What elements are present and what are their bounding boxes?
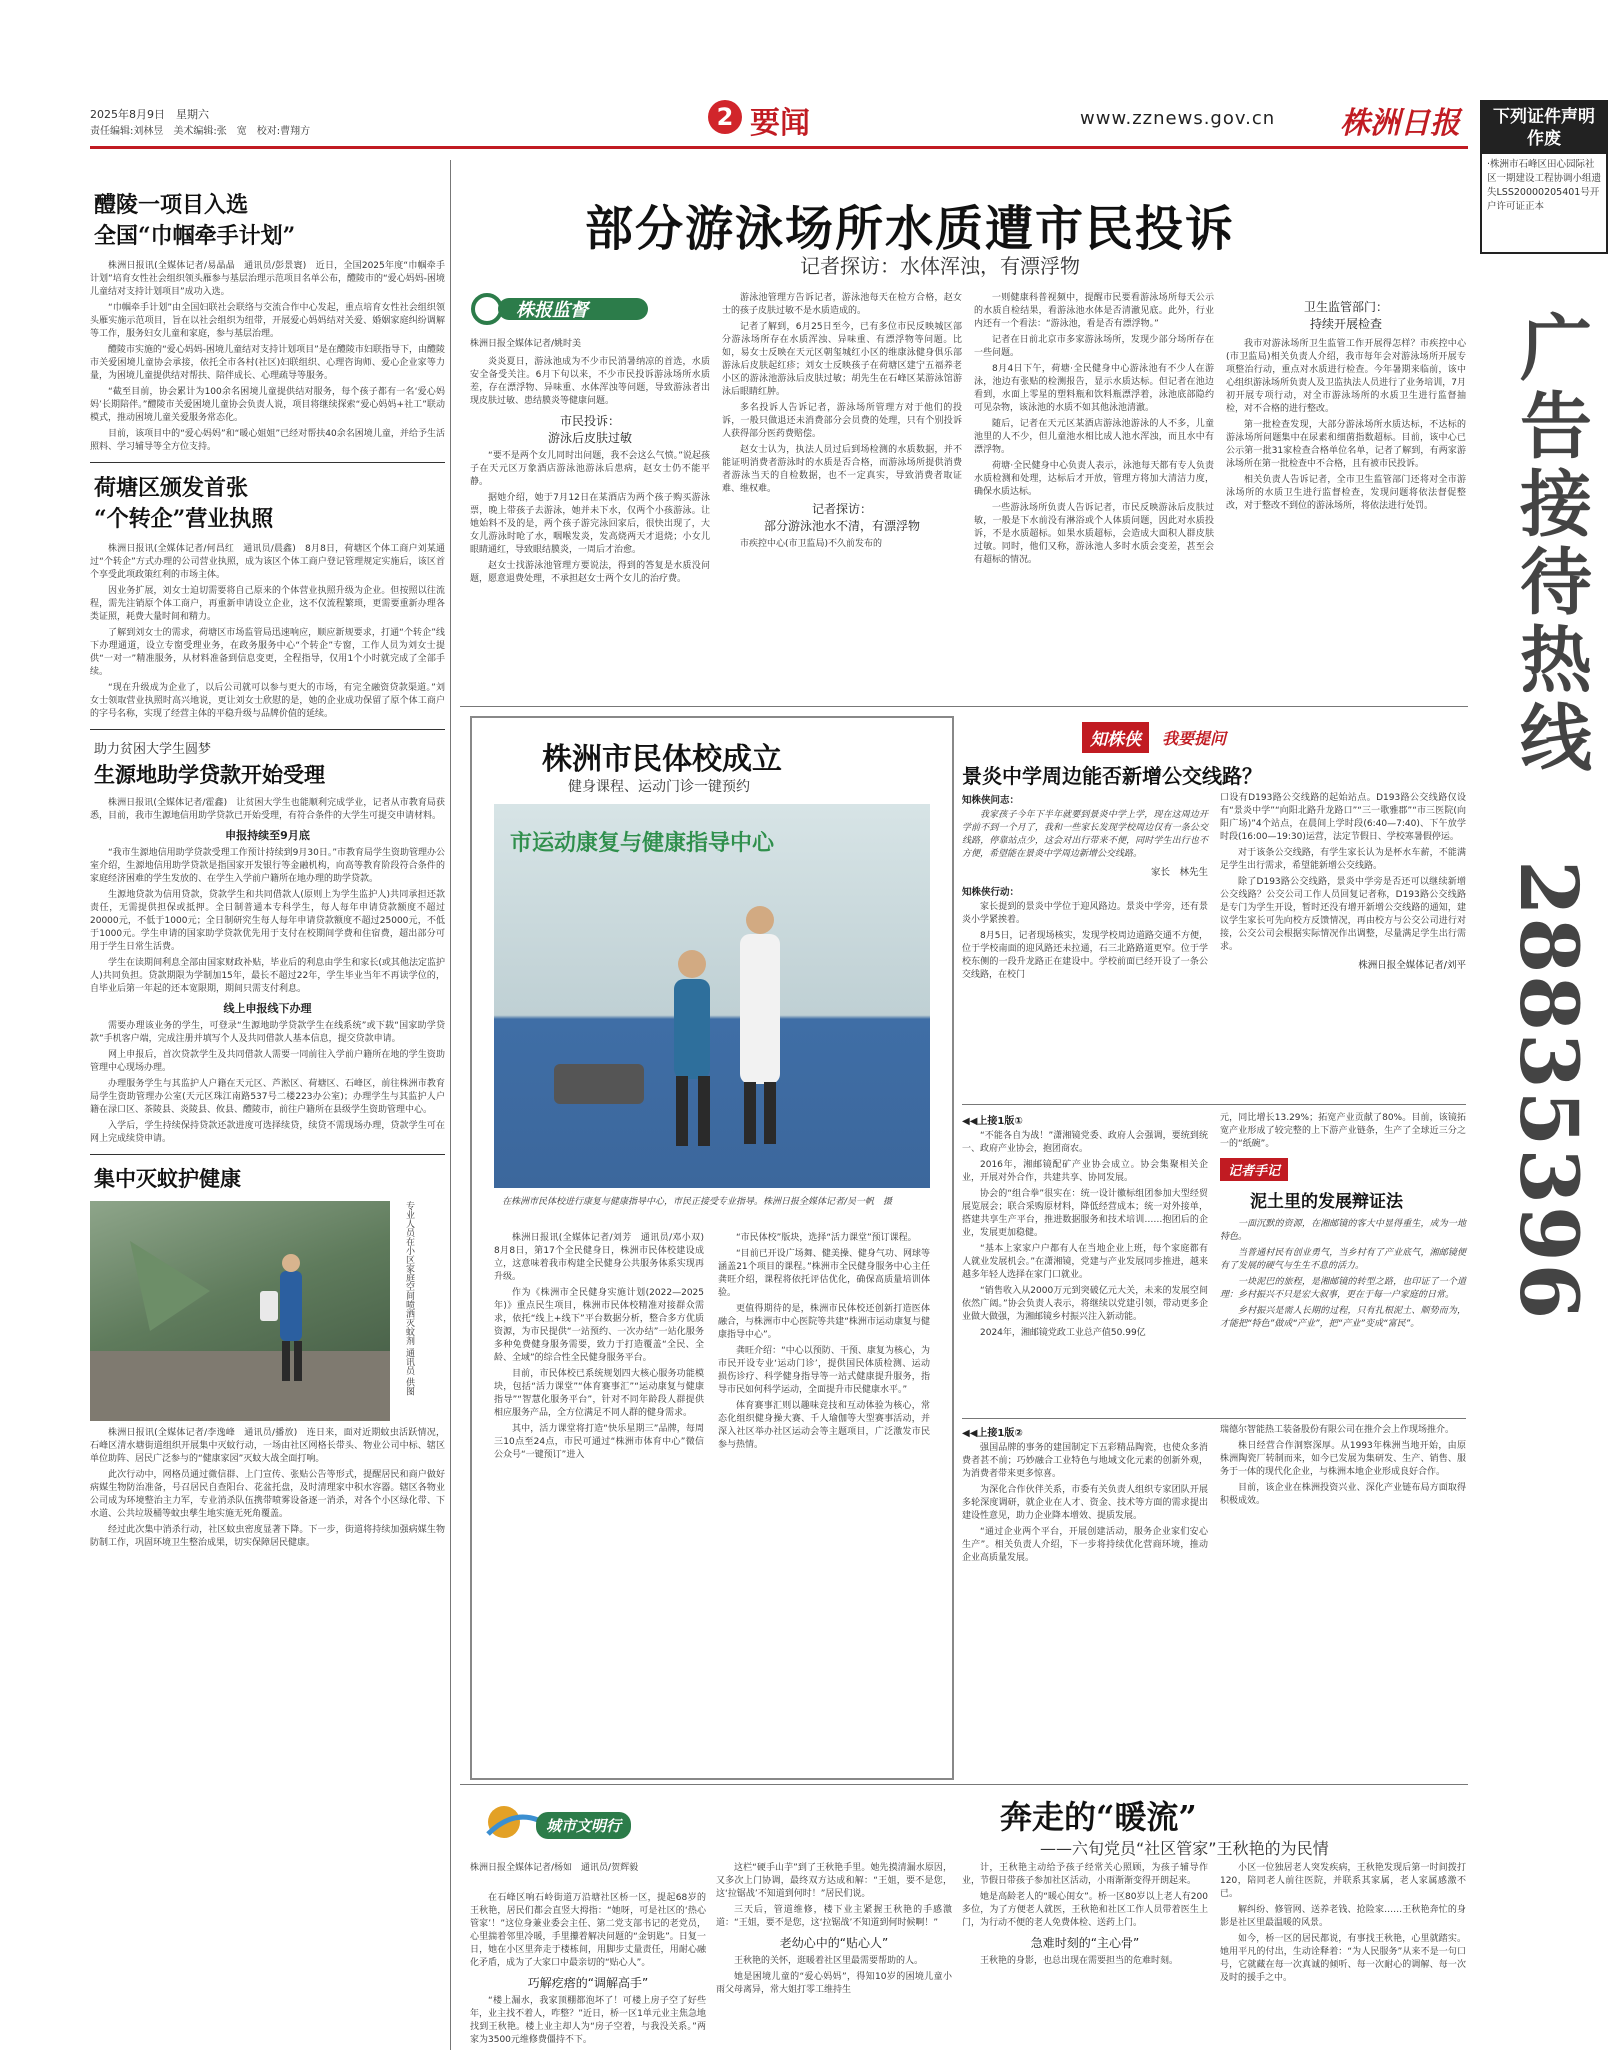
brand-title: 株报监督	[516, 300, 588, 321]
main-byline: 株洲日报全媒体记者/姚时美	[470, 339, 582, 349]
article-hetang-title-2: “个转企”营业执照	[94, 506, 274, 532]
suggest-brand-logo: 知株侠	[1082, 722, 1149, 753]
notice-title: 下列证件声明作废	[1482, 102, 1606, 154]
left-column	[90, 160, 445, 2060]
subheading: 老幼心中的“贴心人”	[779, 1936, 889, 1950]
article-student-loan	[90, 738, 445, 1146]
paragraph: 她是高龄老人的“暖心闺女”。桥一区80岁以上老人有200多位，为了方便老人就医，王秋艳和社区工作人员带着医生上门，为行动不便的老人免费体检、送药上门。	[962, 1892, 1208, 1928]
paragraph: 这栏“硬手山芋”到了王秋艳手里。她先摸清漏水原因，又多次上门协调，最终双方达成和解：“王姐，要不是您，这‘拉锯战’不知道到何时！”居民们说。	[716, 1863, 952, 1899]
main-col-3	[974, 292, 1214, 696]
civil-brand-graphic	[482, 1800, 542, 1846]
sports-photo	[494, 804, 930, 1188]
editors-line: 责任编辑:刘林昱 美术编辑:张 宽 校对:曹翔方	[90, 126, 311, 137]
paragraph: 作为《株洲市全民健身实施计划(2022—2025年)》重点民生项目，株洲市民体校精准对接群众需求，依托“线上+线下”平台数据分析，整合多方优质资源，为市民提供“一站预约、一次办结”一站化服务多种免费健身服务需要，致力于打造覆盖“全民、全龄、全域”的综合性全民健身服务平台。	[494, 1288, 704, 1363]
paragraph: 市疾控中心(市卫监局)不久前发布的	[740, 539, 883, 549]
paragraph: “要不是两个女儿同时出问题，我不会这么气愤。”说起孩子在天元区万象酒店游泳池游泳后患病，赵女士仍不能平静。	[470, 451, 710, 487]
paragraph: 协会的“组合拳”很实在：统一设计徽标组团参加大型经贸展览展会；联合采购原材料，降低经营成本；统一对外接单，搭建共享生产平台，推进数据服务和技术培训……抱团后的企业，发展更加稳健。	[962, 1189, 1208, 1238]
suggest-a-label: 知株侠行动：	[962, 887, 1020, 898]
paragraph: 一面沉默的资源，在湘邮镜的客大中显得重生，成为一地特色。	[1220, 1219, 1466, 1242]
paragraph: 荷塘·全民健身中心负责人表示，泳池每天都有专人负责水质检测和处理，达标后才开放，管理方将加大清洁力度，确保水质达标。	[974, 461, 1214, 497]
suggest-title: 景炎中学周边能否新增公交线路？	[962, 764, 1262, 788]
paragraph: 三天后，管道维修，楼下业主紧握王秋艳的手感激道：“王姐，要不是您，这‘拉锯战’不知道到何时候啊！”	[716, 1905, 952, 1928]
page-section: 要闻	[750, 106, 810, 141]
brand-banner	[470, 292, 680, 326]
subheading: 急难时刻的“主心骨”	[1030, 1936, 1140, 1950]
paper-logo: 株洲日报	[1340, 106, 1460, 141]
article-liling	[90, 188, 445, 454]
paragraph: 记者了解到，6月25日至今，已有多位市民反映城区部分游泳场所存在水质浑浊、异味重、有漂浮物等问题。比如，易女士反映在天元区朝玺城红小区的维康泳健身俱乐部游泳后皮肤起红疹；刘女士反映孩子在荷塘区建宁五福养老小区的游泳池游泳后皮肤过敏；胡先生在石峰区某游泳馆游泳后眼睛红肿。	[722, 322, 962, 397]
ad-hotline-number: 28835396	[1502, 860, 1596, 1322]
main-col-4	[1226, 292, 1466, 696]
civil-col-3	[962, 1862, 1208, 2052]
paragraph: “基本上家家户户都有人在当地企业上班，每个家庭都有人就业发展机会。”在潇湘镜，党建与产业发展同步推进，越来越多年轻人选择在家门口就业。	[962, 1244, 1208, 1280]
notes-title: 泥土里的发展辩证法	[1250, 1192, 1403, 1212]
article-hetang-title: 荷塘区颁发首张	[94, 475, 249, 501]
paragraph: 据她介绍，她于7月12日在某酒店为两个孩子购买游泳票，晚上带孩子去游泳，她并未下水，仅两个小孩游泳。让她始料不及的是，两个孩子游完泳回家后，很快出现了，大女儿游泳时呛了水，咽喉发炎，发高烧两天才退烧；小女儿眼睛通红，导致眼结膜炎，一周后才治愈。	[470, 493, 710, 555]
page-number: 2	[708, 100, 742, 134]
divider	[460, 1784, 1468, 1785]
subheading: 申报持续至9月底	[225, 829, 310, 842]
civil-col-2	[716, 1862, 952, 2052]
paragraph: 小区一位独居老人突发疾病，王秋艳发现后第一时间拨打120，陪同老人前往医院，并联系其家属，老人家属感激不已。	[1220, 1863, 1466, 1899]
paragraph: 相关负责人告诉记者，全市卫生监管部门还将对全市游泳场所的水质卫生进行监督检查，发现问题将依法督促整改，对于整改不到位的游泳场所，将依法进行处罚。	[1226, 475, 1466, 511]
civil-brand-title: 城市文明行	[536, 1812, 631, 1839]
paragraph: 株洲日报讯(全媒体记者/李逸峰 通讯员/播放) 连日来，面对近期蚊虫活跃情况，石峰区清水塘街道组织开展集中灭蚊行动，一场由社区网格长带头、物业公司中标、辖区单位助阵、居民广泛参与的“健康家园”灭蚊大战全面打响。	[90, 1428, 445, 1464]
paragraph: 解纠纷、修管网、送养老钱、抢险家……王秋艳奔忙的身影是社区里最温暖的风景。	[1220, 1905, 1466, 1928]
paragraph: 如今，桥一区的居民都说，有事找王秋艳，心里就踏实。她用平凡的付出，生动诠释着：“为人民服务”从来不是一句口号，它就藏在每一次真诚的倾听、每一次耐心的调解、每一次及时的援手之中。	[1220, 1934, 1466, 1983]
article-mosquito	[90, 1163, 445, 1550]
paragraph: 赵女士认为，执法人员过后到场检测的水质数据，并不能证明消费者游泳时的水质是否合格，而游泳场所提供消费者游泳当天的自检数据，也不一定真实，导致消费者取证难、维权难。	[722, 445, 962, 494]
paragraph: 其中，活力课堂将打造“快乐星期三”品牌，每周三10点至24点，市民可通过“株洲市体育中心”微信公众号“一键预订”进入	[494, 1424, 704, 1460]
paragraph: 一块泥巴的旅程，是湘邮镜的转型之路，也印证了一个道理：乡村振兴不只是宏大叙事，更在于每一户家庭的日常。	[1220, 1277, 1466, 1300]
paragraph: 为深化合作伙伴关系，市委有关负责人组织专家团队开展多轮深度调研，就企业在人才、资金、技术等方面的需求提出建设性意见，助力企业降本增效、提质发展。	[962, 1485, 1208, 1521]
article-liling-title-2: 全国“巾帼牵手计划”	[94, 223, 296, 249]
suggest-brand-sub: 我要提问	[1162, 729, 1227, 748]
paragraph: 游泳池管理方告诉记者，游泳池每天在检方合格，赵女士的孩子皮肤过敏不是水质造成的。	[722, 293, 962, 316]
paragraph: 目前，市民体校已系统规划四大核心服务功能模块，包括“活力课堂”“体育赛事汇”“运动康复与健康指导”“智慧化服务平台”，针对不同年龄段人群提供相应服务产品，全方位满足不同人群的健身需求。	[494, 1369, 704, 1418]
civil-brand	[482, 1800, 682, 1846]
divider	[962, 1418, 1466, 1419]
photo-illustration	[90, 1201, 390, 1421]
paragraph: 瑞德尔智能热工装备股份有限公司在推介会上作现场推介。	[1220, 1425, 1455, 1435]
paragraph: 株洲日报讯(全媒体记者/何昌红 通讯员/晨鑫) 8月8日，荷塘区个体工商户刘某通过“个转企”方式办理的公司营业执照，成为该区个体工商户登记管理规定实施后，该区首个享受此项政策红利的市场主体。	[90, 544, 445, 580]
masthead	[90, 100, 1470, 142]
suggest-col-1	[962, 792, 1208, 1098]
paragraph: 2024年，湘邮镜党政工业总产值50.99亿	[980, 1328, 1146, 1338]
paragraph: 了解到刘女士的需求，荷塘区市场监管局迅速响应，顺应新规要求，打通“个转企”线下办理通道，设立专窗受理业务，在政务服务中心“个转企”专窗，工作人员为刘女士提供“一对一”精准服务，从材料准备到信息变更，全程指导，仅用1个小时就完成了全部手续。	[90, 628, 445, 677]
divider	[90, 1154, 445, 1155]
paragraph: “巾帼牵手计划”由全国妇联社会联络与交流合作中心发起，重点培育女性社会组织领头雁实施示范项目，旨在以社会组织为纽带，开展爱心妈妈结对关爱、婚姻家庭纠纷调解等工作，服务妇女儿童和家庭，参与基层治理。	[90, 303, 445, 339]
article-loan-kicker: 助力贫困大学生圆梦	[94, 742, 212, 757]
paragraph: “我市生源地信用助学贷款受理工作预计持续到9月30日。”市教育局学生资助管理办公室介绍，生源地信用助学贷款是指国家开发银行等金融机构，向高等教育阶段符合条件的家庭经济困难的学生发放的、在学生入学前户籍所在地办理的助学贷款。	[90, 848, 446, 884]
paragraph: 乡村振兴是需人长期的过程，只有扎根泥土、顺势而为，才能把“特色”做成“产业”，把“产业”变成“富民”。	[1220, 1306, 1466, 1329]
sidebar	[1470, 100, 1616, 2060]
paragraph: “不能各自为战！”潇湘镜党委、政府人会强调，要统到统一、政府产业协会，抱团商农。	[962, 1131, 1208, 1154]
suggest-col-2	[1220, 792, 1466, 1098]
subheading: 记者探访： 部分游泳池水不清，有漂浮物	[763, 502, 920, 533]
paragraph: 在石峰区响石岭街道万沿塘社区桥一区，提起68岁的王秋艳，居民们都会直竖大拇指：“她呀，可是社区的‘热心管家’！”这位身兼业委会主任、第二党支部书记的老党员，心里揣着邻里冷暖，手里攥着解决问题的“金钥匙”。日复一日，她在小区里奔走于楼栋间，用脚步丈量责任，用耐心融化矛盾，成为了大家口中最亲切的“贴心人”。	[470, 1893, 706, 1968]
paragraph: 此次行动中，网格员通过微信群、上门宣传、张贴公告等形式，提醒居民和商户做好病媒生物防治准备，号召居民自查阳台、花盆托盘，及时清理家中积水容器。辖区各物业公司成为环境整治主力军，专业消杀队伍携带喷雾设备逐一消杀，对各个小区绿化带、下水道、公共垃圾桶等蚊虫孳生地实施无死角覆盖。	[90, 1470, 445, 1519]
article-mosquito-title: 集中灭蚊护健康	[94, 1166, 241, 1191]
cont2-col-1	[962, 1424, 1208, 1640]
paragraph: 网上申报后，首次贷款学生及共同借款人需要一同前往入学前户籍所在地的学生资助管理中心现场办理。	[90, 1050, 445, 1073]
paragraph: 株洲日报讯(全媒体记者/易晶晶 通讯员/彭景寰) 近日，全国2025年度“巾帼牵手计划”培育女性社会组织领头雁参与基层治理示范项目名单公布，醴陵市的“爱心妈妈-困境儿童结对支持计划项目”成功入选。	[90, 261, 445, 297]
paragraph: “现在升级成为企业了，以后公司就可以参与更大的市场，有完全融资贷款渠道。”刘女士领取营业执照时高兴地说，更让刘女士欣慰的是，她的企业成功保留了原个体工商户的字号名称，实现了经营主体的平稳升级与品牌价值的延续。	[90, 683, 445, 719]
cont1-col-1	[962, 1112, 1208, 1412]
paragraph: 赵女士找游泳池管理方要说法，得到的答复是水质没问题，愿意退费处理，不承担赵女士两个女儿的治疗费。	[470, 561, 710, 584]
paragraph: 2016年，湘邮镜配矿产业协会成立。协会集聚相关企业，开展对外合作，共建共享、协同发展。	[962, 1160, 1208, 1183]
suggest-reporter: 株洲日报全媒体记者/刘平	[1358, 960, 1466, 971]
cont2-col-2	[1220, 1424, 1466, 1640]
article-liling-title: 醴陵一项目入选	[94, 192, 249, 218]
paragraph: 需要办理该业务的学生，可登录“生源地助学贷款学生在线系统”或下载“国家助学贷款”手机客户端，完成注册并填写个人及共同借款人基本信息，提交贷款申请。	[90, 1021, 445, 1044]
paragraph: 株洲日报讯(全媒体记者/霍鑫) 让贫困大学生也能顺利完成学业，记者从市教育局获悉，目前，我市生源地信用助学贷款已开始受理，有符合条件的大学生可提交申请材料。	[90, 798, 445, 821]
mosquito-photo	[90, 1201, 390, 1421]
sports-col-1	[494, 1232, 714, 1762]
paragraph: 体育赛事汇则以趣味竞技和互动体验为核心，常态化组织健身操大赛、千人瑜伽等大型赛事活动，并深入社区举办社区运动会等主题项目，广泛激发市民参与热情。	[718, 1401, 930, 1450]
paragraph: 元，同比增长13.29%；拓宽产业贡献了80%。目前，该镜拓宽产业形成了较完整的上下游产业链条，生产了全球近三分之一的“纸碗”。	[1220, 1113, 1466, 1149]
civil-subtitle: ——六旬党员“社区管家”王秋艳的为民情	[1040, 1839, 1329, 1858]
paragraph: 经过此次集中消杀行动，社区蚊虫密度显著下降。下一步，街道将持续加强病媒生物防制工作，巩固环境卫生整治成果，切实保障居民健康。	[90, 1525, 445, 1548]
sports-title: 株洲市民体校成立	[542, 742, 782, 777]
photo-caption: 专业人员在小区家庭空间喷洒灭蚊剂 通讯员 供图	[404, 1201, 414, 1396]
paragraph: 多名投诉人告诉记者，游泳场所管理方对于他们的投诉，一般只做退还未消费部分会员费的处理，只有个别投诉人获得部分医药费赔偿。	[722, 403, 962, 439]
notice-box	[1480, 100, 1608, 254]
cont1-col-2	[1220, 1112, 1466, 1412]
notice-text: ·株洲市石峰区田心园际社区一期建设工程协调小组遗失LSS20000205401号开户许可证正本	[1487, 159, 1602, 212]
suggest-question: 我家孩子今年下半年就要到景炎中学上学，现在这周边开学前不到一个月了，我和一些家长发现学校周边仅有一条公交线路，停靠站点少，这会对出行带来不便，同时学生出行也不方便，希望能在景炎中学周边新增公交线路。	[962, 810, 1208, 859]
photo-caption: 在株洲市民体校进行康复与健康指导中心，市民正接受专业指导。株洲日报全媒体记者/吴一帆 摄	[502, 1197, 893, 1207]
site-url[interactable]: www.zznews.gov.cn	[1080, 108, 1276, 129]
issue-date: 2025年8月9日 星期六	[90, 108, 209, 121]
column-divider	[450, 160, 451, 2050]
paragraph: 计，王秋艳主动给予孩子经常关心照顾，为孩子辅导作业，节假日带孩子参加社区活动，小雨渐渐变得开朗起来。	[962, 1863, 1208, 1886]
divider	[90, 729, 445, 730]
subheading: 线上申报线下办理	[223, 1002, 312, 1015]
paragraph: 因业务扩展，刘女士迫切需要将自己原来的个体营业执照升级为企业。但按照以往流程，需先注销原个体工商户，再重新申请设立企业，这不仅流程繁琐，更需要重新办理各类证照，耗费大量时间和精力。	[90, 586, 445, 622]
paragraph: 生源地贷款为信用贷款，贷款学生和共同借款人(原则上为学生监护人)共同承担还款责任，无需提供担保或抵押。全日制普通本专科学生，每人每年申请贷款额度不超过20000元，不低于1000元；全日制研究生每人每年申请贷款额度不超过25000元，不低于1000元。学生申请的国家助学贷款优先用于支付在校期间学费和住宿费，超出部分可用于学生日常生活费。	[90, 890, 445, 952]
paragraph: 入学后，学生持续保持贷款还款进度可选择续贷，续贷不需现场办理，贷款学生可在网上完成续贷申请。	[90, 1121, 445, 1144]
paragraph: 除了D193路公交线路，景炎中学旁是否还可以继续新增公交线路？公交公司工作人员回复记者称，D193路公交线路是专门为学生开设，暂时还没有增开新增公交线路的通知，建议学生家长可先向校方反馈情况，再由校方与公交公司进行对接，公交公司会根据实际情况作出调整，尽量满足学生出行需求。	[1220, 877, 1466, 952]
paragraph: 醴陵市实施的“爱心妈妈-困境儿童结对支持计划项目”是在醴陵市妇联指导下，由醴陵市关爱困境儿童协会承接，依托全市各村(社区)妇联组织、心理咨询师、爱心企业家等力量，为困境儿童提供结对帮扶、陪伴成长、心理疏导等服务。	[90, 345, 445, 381]
article-hetang	[90, 471, 445, 721]
suggest-brand	[1082, 722, 1282, 752]
main-story-rule	[460, 706, 1468, 707]
main-col-1	[470, 356, 710, 696]
suggest-q-sign: 家长 林先生	[1150, 867, 1208, 878]
paragraph: 她是困境儿童的“爱心妈妈”，得知10岁的困境儿童小雨父母离异，常大姐打零工维持生	[716, 1972, 952, 1995]
civil-byline: 株洲日报全媒体记者/杨如 通讯员/贺辉毅	[470, 1863, 639, 1873]
paragraph: 炎炎夏日，游泳池成为不少市民消暑纳凉的首选，水质安全备受关注。6月下旬以来，不少市民投诉游泳场所水质差，存在漂浮物、异味重、水体浑浊等问题，导致游泳者出现皮肤过敏、患结膜炎等健康问题。	[470, 357, 710, 406]
paragraph: “市民体校”版块，选择“活力课堂”预订课程。	[736, 1233, 917, 1243]
divider	[962, 1104, 1466, 1105]
paragraph: 记者在日前北京市多家游泳场所，发现少部分场所存在一些问题。	[974, 335, 1214, 358]
paragraph: 龚旺介绍：“中心以预防、干预、康复为核心，为市民开设专业‘运动门诊’，提供国民体质检测、运动损伤诊疗、科学健身指导等一站式健康提升服务，指导市民如何科学运动，全面提升市民健康水平。”	[718, 1346, 930, 1395]
photo-sign: 市运动康复与健康指导中心	[510, 831, 775, 856]
paragraph: 我市对游泳场所卫生监管工作开展得怎样？市疾控中心(市卫监局)相关负责人介绍，我市每年会对游泳场所开展专项整治行动，重点对水质进行检查。今年暑期来临前，该中心组织游泳场所负责人及卫监执法人员进行了业务培训，7月初开展专项行动，对全市游泳场所的水质卫生进行监督抽检，对不合格的进行整改。	[1226, 339, 1466, 414]
subheading: 卫生监管部门： 持续开展检查	[1303, 300, 1388, 331]
civil-col-1	[470, 1892, 706, 2052]
paragraph: 王秋艳的身影，也总出现在需要担当的危难时刻。	[980, 1956, 1179, 1966]
ad-hotline-label: 广告接待热线	[1508, 310, 1593, 778]
paragraph: 强国品牌的事务的建国制定下五彩精品陶瓷，也使众多消费者甚不前；巧妙融合工业特色与地域文化元素的创新外观，为消费者带来更多惊喜。	[962, 1443, 1208, 1479]
civil-title: 奔走的“暖流”	[1000, 1798, 1197, 1836]
sports-box	[470, 716, 954, 1780]
continued-marker: ◀◀上接1版①	[962, 1116, 1023, 1127]
article-loan-title: 生源地助学贷款开始受理	[94, 762, 325, 787]
paragraph: 家长提到的景炎中学位于迎风路边。景炎中学旁，还有景炎小学紧挨着。	[962, 902, 1208, 925]
paragraph: 株洲日报讯(全媒体记者/刘芳 通讯员/邓小双) 8月8日，第17个全民健身日，株洲市民体校建设成立，这意味着我市构建全民健身公共服务体系实现再升级。	[494, 1233, 714, 1282]
paragraph: 目前，该项目中的“爱心妈妈”和“暖心姐姐”已经对帮扶40余名困境儿童，并给予生活照料、学习辅导等全方位支持。	[90, 429, 445, 452]
paragraph: “楼上漏水，我家顶棚都泡坏了！可楼上房子空了好些年，业主找不着人，咋整？”近日，桥一区1单元业主焦急地找到王秋艳。楼上业主却人为“房子空着，与我没关系。”两家为3500元维修费僵持不下。	[470, 1996, 706, 2045]
civil-col-4	[1220, 1862, 1466, 2052]
paragraph: 一则健康科普视频中，提醒市民要看游泳场所每天公示的水质自检结果，看游泳池水体是否清澈见底。此外，行业内还有一个看法：“游泳池，看是否有漂浮物。”	[974, 293, 1214, 329]
paragraph: 一些游泳场所负责人告诉记者，市民反映游泳后皮肤过敏，一般是下水前没有淋浴或个人体质问题，因此对水质投诉，不是水质超标。如果水质超标，会造成大面积人群皮肤过敏。同时，他们又称，游泳池人多时水质会变差，甚至会有超标的情况。	[974, 503, 1214, 565]
paragraph: 目前，该企业在株洲投资兴业、深化产业链布局方面取得积极成效。	[1220, 1483, 1466, 1506]
photo-illustration	[494, 804, 930, 1188]
paragraph: 口设有D193路公交线路的起始站点。D193路公交线路仅设有“景炎中学”“向阳北路升龙路口”“三一歌雅郡”“市三医院(向阳广场)”4个站点，在晨间上学时段(6:40—7:40)、下午放学时段(16:00—19:30)运营，法定节假日、学校寒暑假停运。	[1220, 793, 1466, 842]
paragraph: 学生在读期间利息全部由国家财政补贴，毕业后的利息由学生和家长(或其他法定监护人)共同负担。贷款期限为学制加15年，最长不超过22年，学生毕业当年不再读学位的，自毕业后第一年起的还本宽限期，期间只需支付利息。	[90, 958, 445, 994]
paragraph: 对于该条公交线路，有学生家长认为是杯水车薪，不能满足学生出行需求，希望能新增公交线路。	[1220, 848, 1466, 871]
continued-marker: ◀◀上接1版②	[962, 1428, 1023, 1439]
paragraph: “通过企业两个平台，开展创建活动，服务企业家们安心生产”。相关负责人介绍，下一步将持续优化营商环境，推动企业高质量发展。	[962, 1527, 1208, 1563]
main-headline: 部分游泳场所水质遭市民投诉	[584, 201, 1235, 257]
subheading: 市民投诉： 游泳后皮肤过敏	[547, 414, 632, 445]
paragraph: “销售收入从2000万元到突破亿元大关，未来的发展空间依然广阔。”协会负责人表示，将继续以党建引领，带动更多企业做大做强，为湘邮镜乡村振兴注入新动能。	[962, 1286, 1208, 1322]
paragraph: 办理服务学生与其监护人户籍在天元区、芦淞区、荷塘区、石峰区，前往株洲市教育局学生资助管理办公室(天元区珠江南路537号二楼223办公室)；办理学生与其监护人户籍在渌口区、茶陵县、炎陵县、攸县、醴陵市，前往户籍所在县级学生资助管理中心。	[90, 1079, 445, 1115]
sports-col-2	[718, 1232, 930, 1762]
suggest-q-label: 知株侠问志：	[962, 795, 1020, 806]
subheading: 巧解疙瘩的“调解高手”	[527, 1976, 649, 1990]
sports-subtitle: 健身课程、运动门诊一键预约	[568, 779, 750, 795]
paragraph: “截至目前，协会累计为100余名困境儿童提供结对服务，每个孩子都有一名‘爱心妈妈’长期陪伴。”醴陵市关爱困境儿童协会负责人说，项目将继续探索“爱心妈妈+社工”联动模式，推动困境儿童关爱服务常态化。	[90, 387, 445, 423]
paragraph: 8月4日下午，荷塘·全民健身中心游泳池有不少人在游泳，池边有张贴的检测报告，显示水质达标。但记者在池边看到，水面上零星的塑料瓶和饮料瓶漂浮着，泳池底部隐约可见杂物，该泳池的水质不如其他泳池清澈。	[974, 364, 1214, 413]
paragraph: 株日经营合作洞察深厚。从1993年株洲当地开始，由原株洲陶瓷厂转制而来，如今已发展为集研发、生产、销售、服务于一体的现代化企业，与株洲本地企业形成良好合作。	[1220, 1441, 1466, 1477]
paragraph: 当普通村民有创业勇气，当乡村有了产业底气，湘邮镜便有了发展的硬气与生生不息的活力。	[1220, 1248, 1466, 1271]
main-col-2	[722, 292, 962, 696]
paragraph: “目前已开设广场舞、健美操、健身气功、网球等涵盖21个项目的课程。”株洲市全民健身服务中心主任龚旺介绍，课程将依托评估优化，确保高质量培训体验。	[718, 1249, 930, 1298]
masthead-rule	[90, 146, 1468, 149]
paragraph: 随后，记者在天元区某酒店游泳池游泳的人不多，儿童池里的人不少，但儿童池水相比成人池水浑浊，而且水中有漂浮物。	[974, 419, 1214, 455]
paragraph: 8月5日，记者现场核实，发现学校周边道路交通不方便，位于学校南面的迎风路还未拉通，石三北路路道更窄。位于学校东侧的一段升龙路正在建设中。学校前面已经开设了一条公交线路，在校门	[962, 931, 1208, 980]
paragraph: 第一批检查发现，大部分游泳场所水质达标，不达标的游泳场所问题集中在尿素和细菌指数超标。目前，该中心已公示第一批31家检查合格单位名单，记者了解到，有两家游泳场所在第一批检查中不合格，且有被市民投诉。	[1226, 420, 1466, 469]
main-subhead: 记者探访：水体浑浊，有漂浮物	[800, 254, 1080, 278]
divider	[90, 462, 445, 463]
paragraph: 更值得期待的是，株洲市民体校还创新打造医体融合，与株洲市中心医院等共建“株洲市运动康复与健康指导中心”。	[718, 1304, 930, 1340]
notes-brand: 记者手记	[1220, 1158, 1288, 1181]
paragraph: 王秋艳的关怀，逛暖着社区里最需要帮助的人。	[734, 1956, 924, 1966]
